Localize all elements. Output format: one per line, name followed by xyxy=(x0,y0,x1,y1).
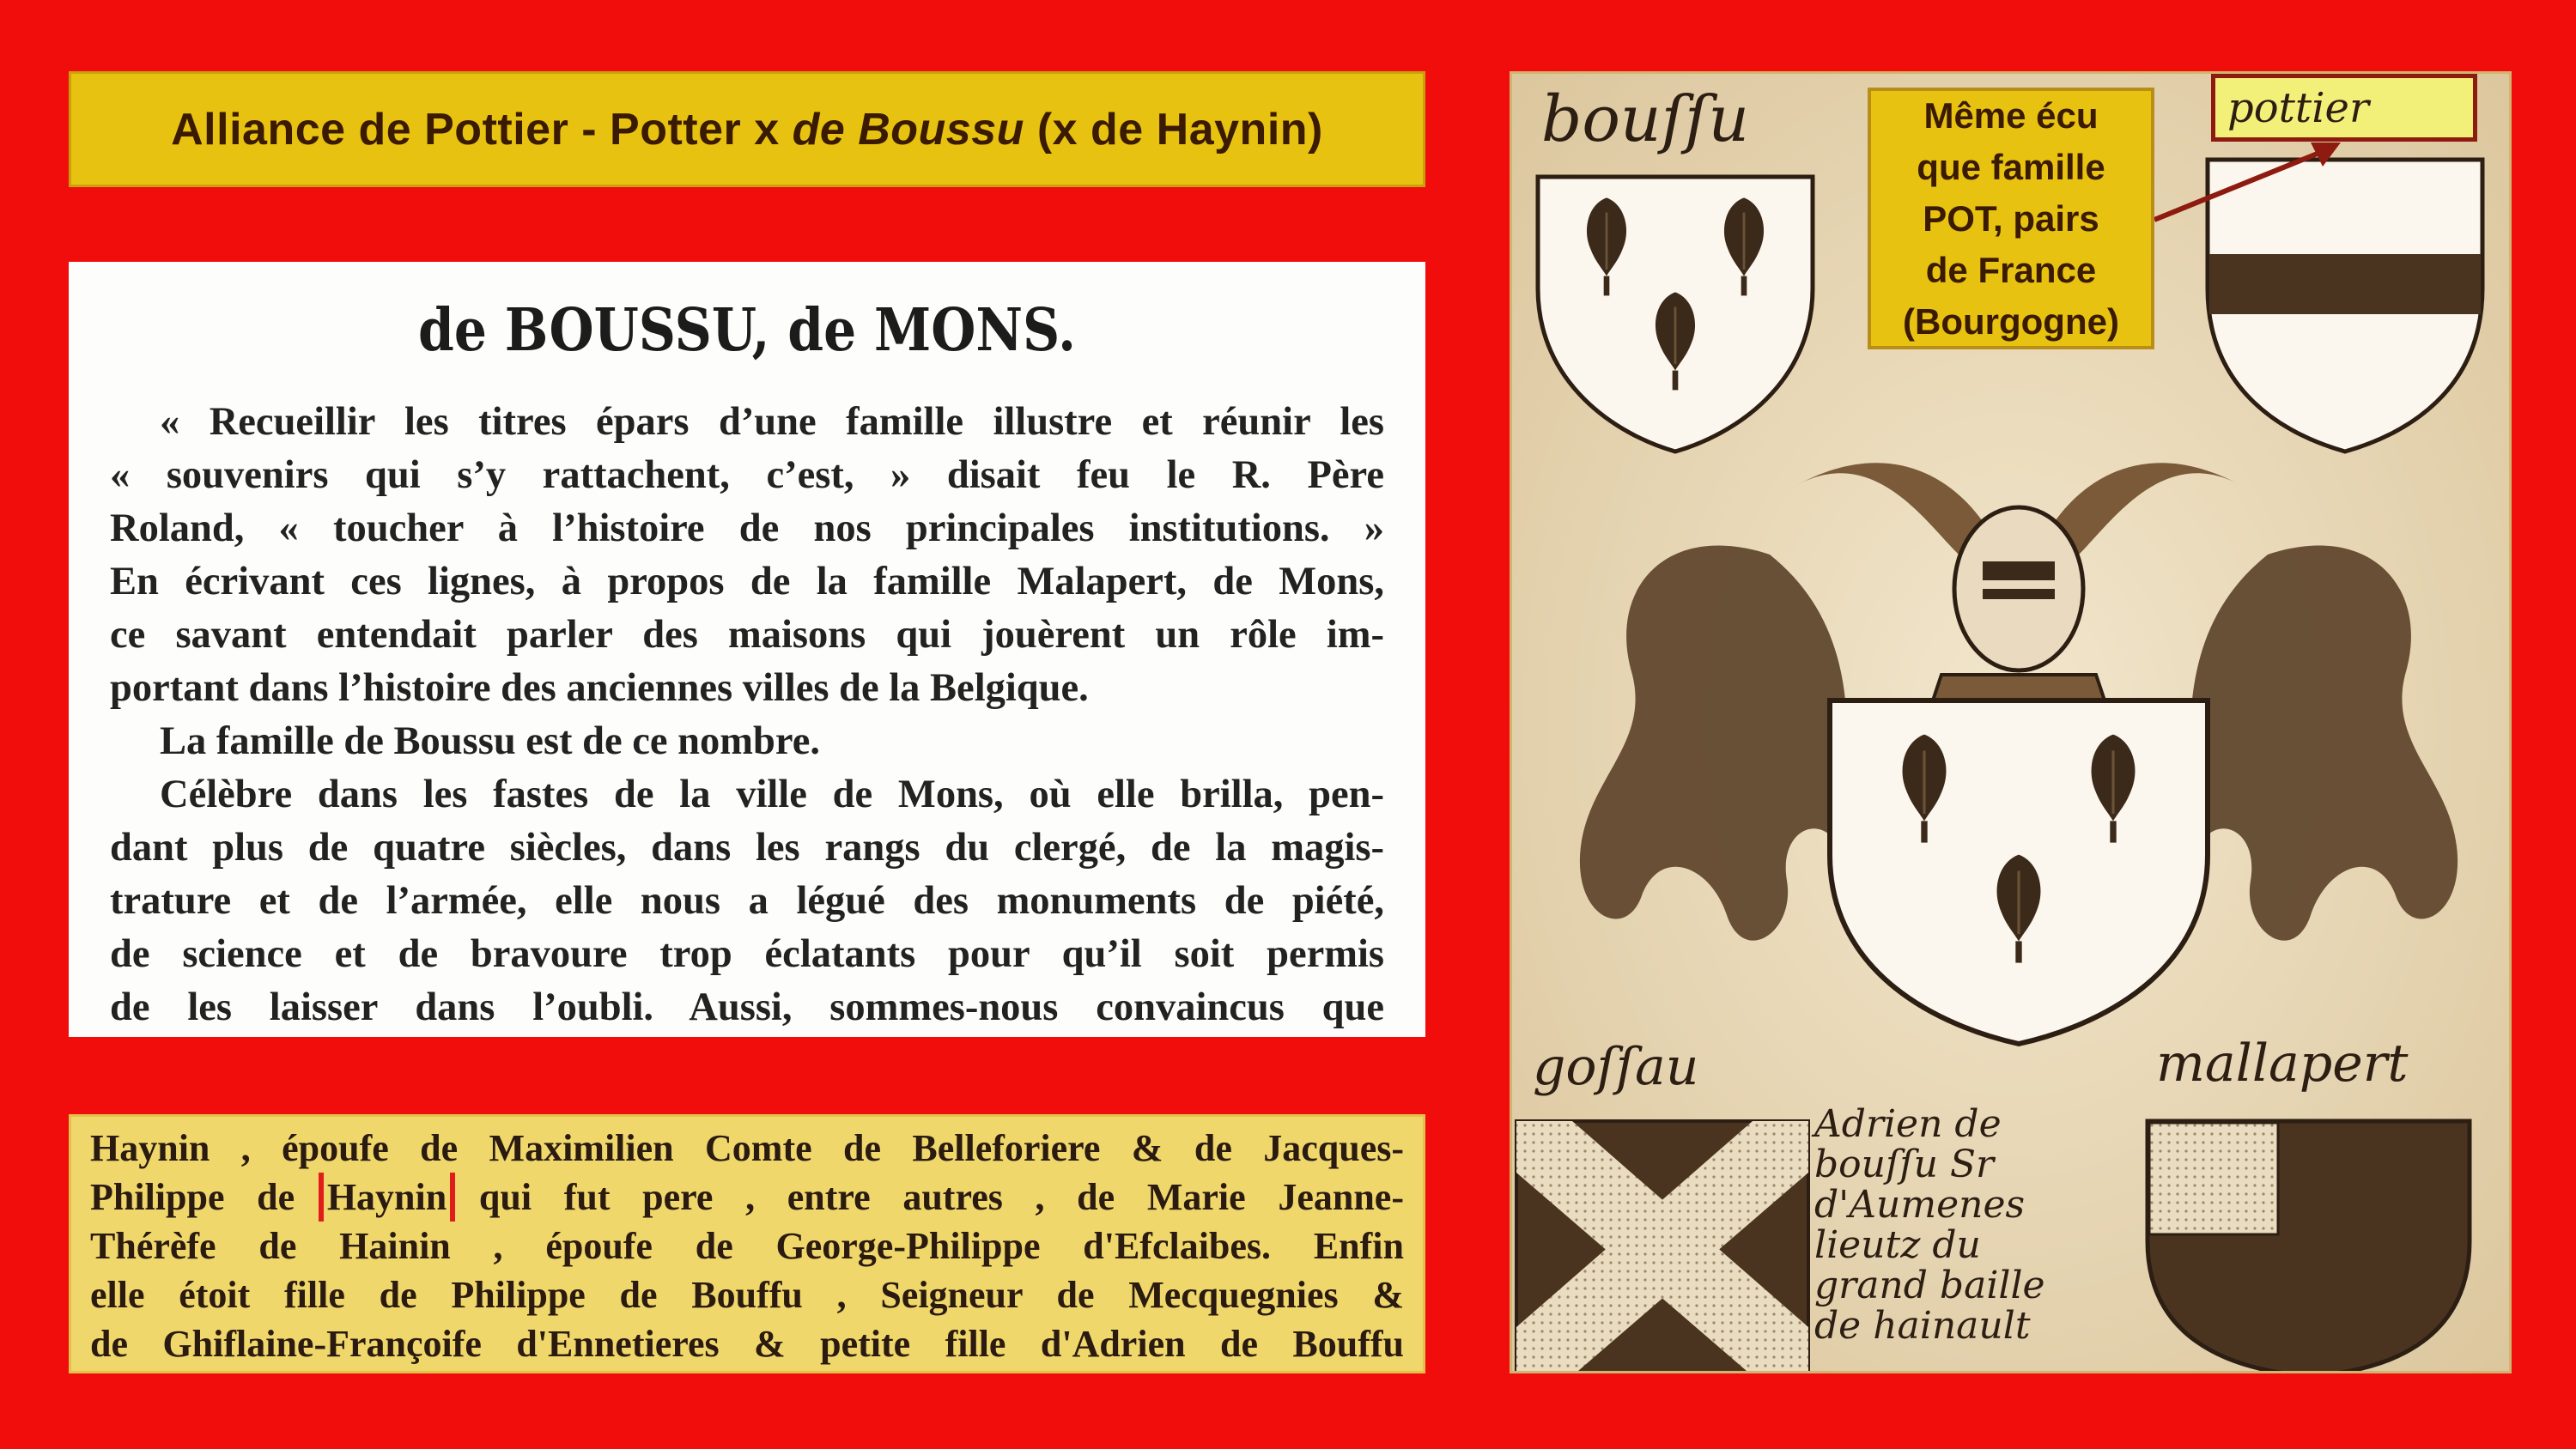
caption-line: Adrien de xyxy=(1814,1102,2002,1146)
genealogy-line: elle étoit fille de Philippe de Bouffu , Seigneur de Mecquegnies & xyxy=(90,1274,1404,1316)
article-line: Roland, « toucher à l’histoire de nos principales institutions. » xyxy=(110,506,1384,550)
title-part-1: Alliance de Pottier - Potter x xyxy=(171,104,793,155)
label-boussu: bouſſu xyxy=(1541,82,1750,156)
article-heading: de BOUSSU, de MONS. xyxy=(418,296,1076,365)
gossau-shield xyxy=(1516,1121,1808,1373)
callout-line: Même écu xyxy=(1923,94,2099,136)
article-line: de science et de bravoure trop éclatants pour qu’il soit permis xyxy=(110,932,1384,976)
caption-line: grand baille xyxy=(1814,1264,2045,1307)
genealogy-text: Philippe de xyxy=(90,1176,327,1218)
article-line: de les laisser dans l’oubli. Aussi, sommes-nous convaincus que xyxy=(110,985,1384,1029)
pottier-label-frame xyxy=(2211,74,2477,142)
haynin-highlight: Haynin xyxy=(326,1176,447,1218)
article-line: En écrivant ces lignes, à propos de la famille Malapert, de Mons, xyxy=(110,560,1384,603)
genealogy-line xyxy=(90,1173,1404,1222)
callout-line: que famille xyxy=(1917,146,2105,187)
article-line: La famille de Boussu est de ce nombre. xyxy=(160,719,820,763)
title-part-3: (x de Haynin) xyxy=(1024,104,1323,155)
callout-box xyxy=(1868,88,2154,349)
label-mallapert: mallapert xyxy=(2156,1034,2409,1094)
genealogy-line: Thérèfe de Hainin , époufe de George-Philippe d'Efclaibes. Enfin xyxy=(90,1225,1404,1267)
article-line: dant plus de quatre siècles, dans les rangs du clergé, de la magis- xyxy=(110,826,1384,870)
article-clipping xyxy=(69,262,1425,1037)
callout-line: (Bourgogne) xyxy=(1903,300,2119,342)
mallapert-shield xyxy=(2148,1121,2470,1373)
title-banner xyxy=(69,71,1425,187)
armorial-illustration xyxy=(1510,71,2512,1373)
genealogy-line: Haynin , époufe de Maximilien Comte de Belleforiere & de Jacques- xyxy=(90,1127,1404,1169)
handwritten-caption xyxy=(1814,1104,2149,1346)
article-line: « Recueillir les titres épars d’une famille illustre et réunir les xyxy=(160,400,1384,444)
label-gossau: goſſau xyxy=(1533,1037,1699,1097)
label-pottier: pottier xyxy=(2227,83,2369,132)
caption-line: lieutz du xyxy=(1814,1223,1981,1267)
callout-line: de France xyxy=(1925,249,2097,290)
article-line: trature et de l’armée, elle nous a légué des monuments de piété, xyxy=(110,879,1384,923)
callout-line: POT, pairs xyxy=(1923,197,2099,239)
genealogy-text: qui fut pere , entre autres , de Marie Jeanne- xyxy=(447,1176,1404,1218)
genealogy-line: de Ghiflaine-Françoife d'Ennetieres & petite fille d'Adrien de Bouffu xyxy=(90,1323,1404,1365)
article-line: « souvenirs qui s’y rattachent, c’est, » disait feu le R. Père xyxy=(110,453,1384,497)
caption-line: d'Aumenes xyxy=(1814,1183,2026,1227)
article-line: ce savant entendait parler des maisons qui jouèrent un rôle im- xyxy=(110,613,1384,657)
page-title xyxy=(171,104,1323,155)
caption-line: de hainault xyxy=(1814,1304,2031,1348)
title-part-2: de Boussu xyxy=(792,104,1024,155)
article-line: portant dans l’histoire des anciennes villes de la Belgique. xyxy=(110,666,1089,710)
article-line: Célèbre dans les fastes de la ville de Mons, où elle brilla, pen- xyxy=(160,773,1384,816)
genealogy-clipping xyxy=(69,1114,1425,1373)
caption-line: bouſſu Sr xyxy=(1814,1143,1995,1186)
